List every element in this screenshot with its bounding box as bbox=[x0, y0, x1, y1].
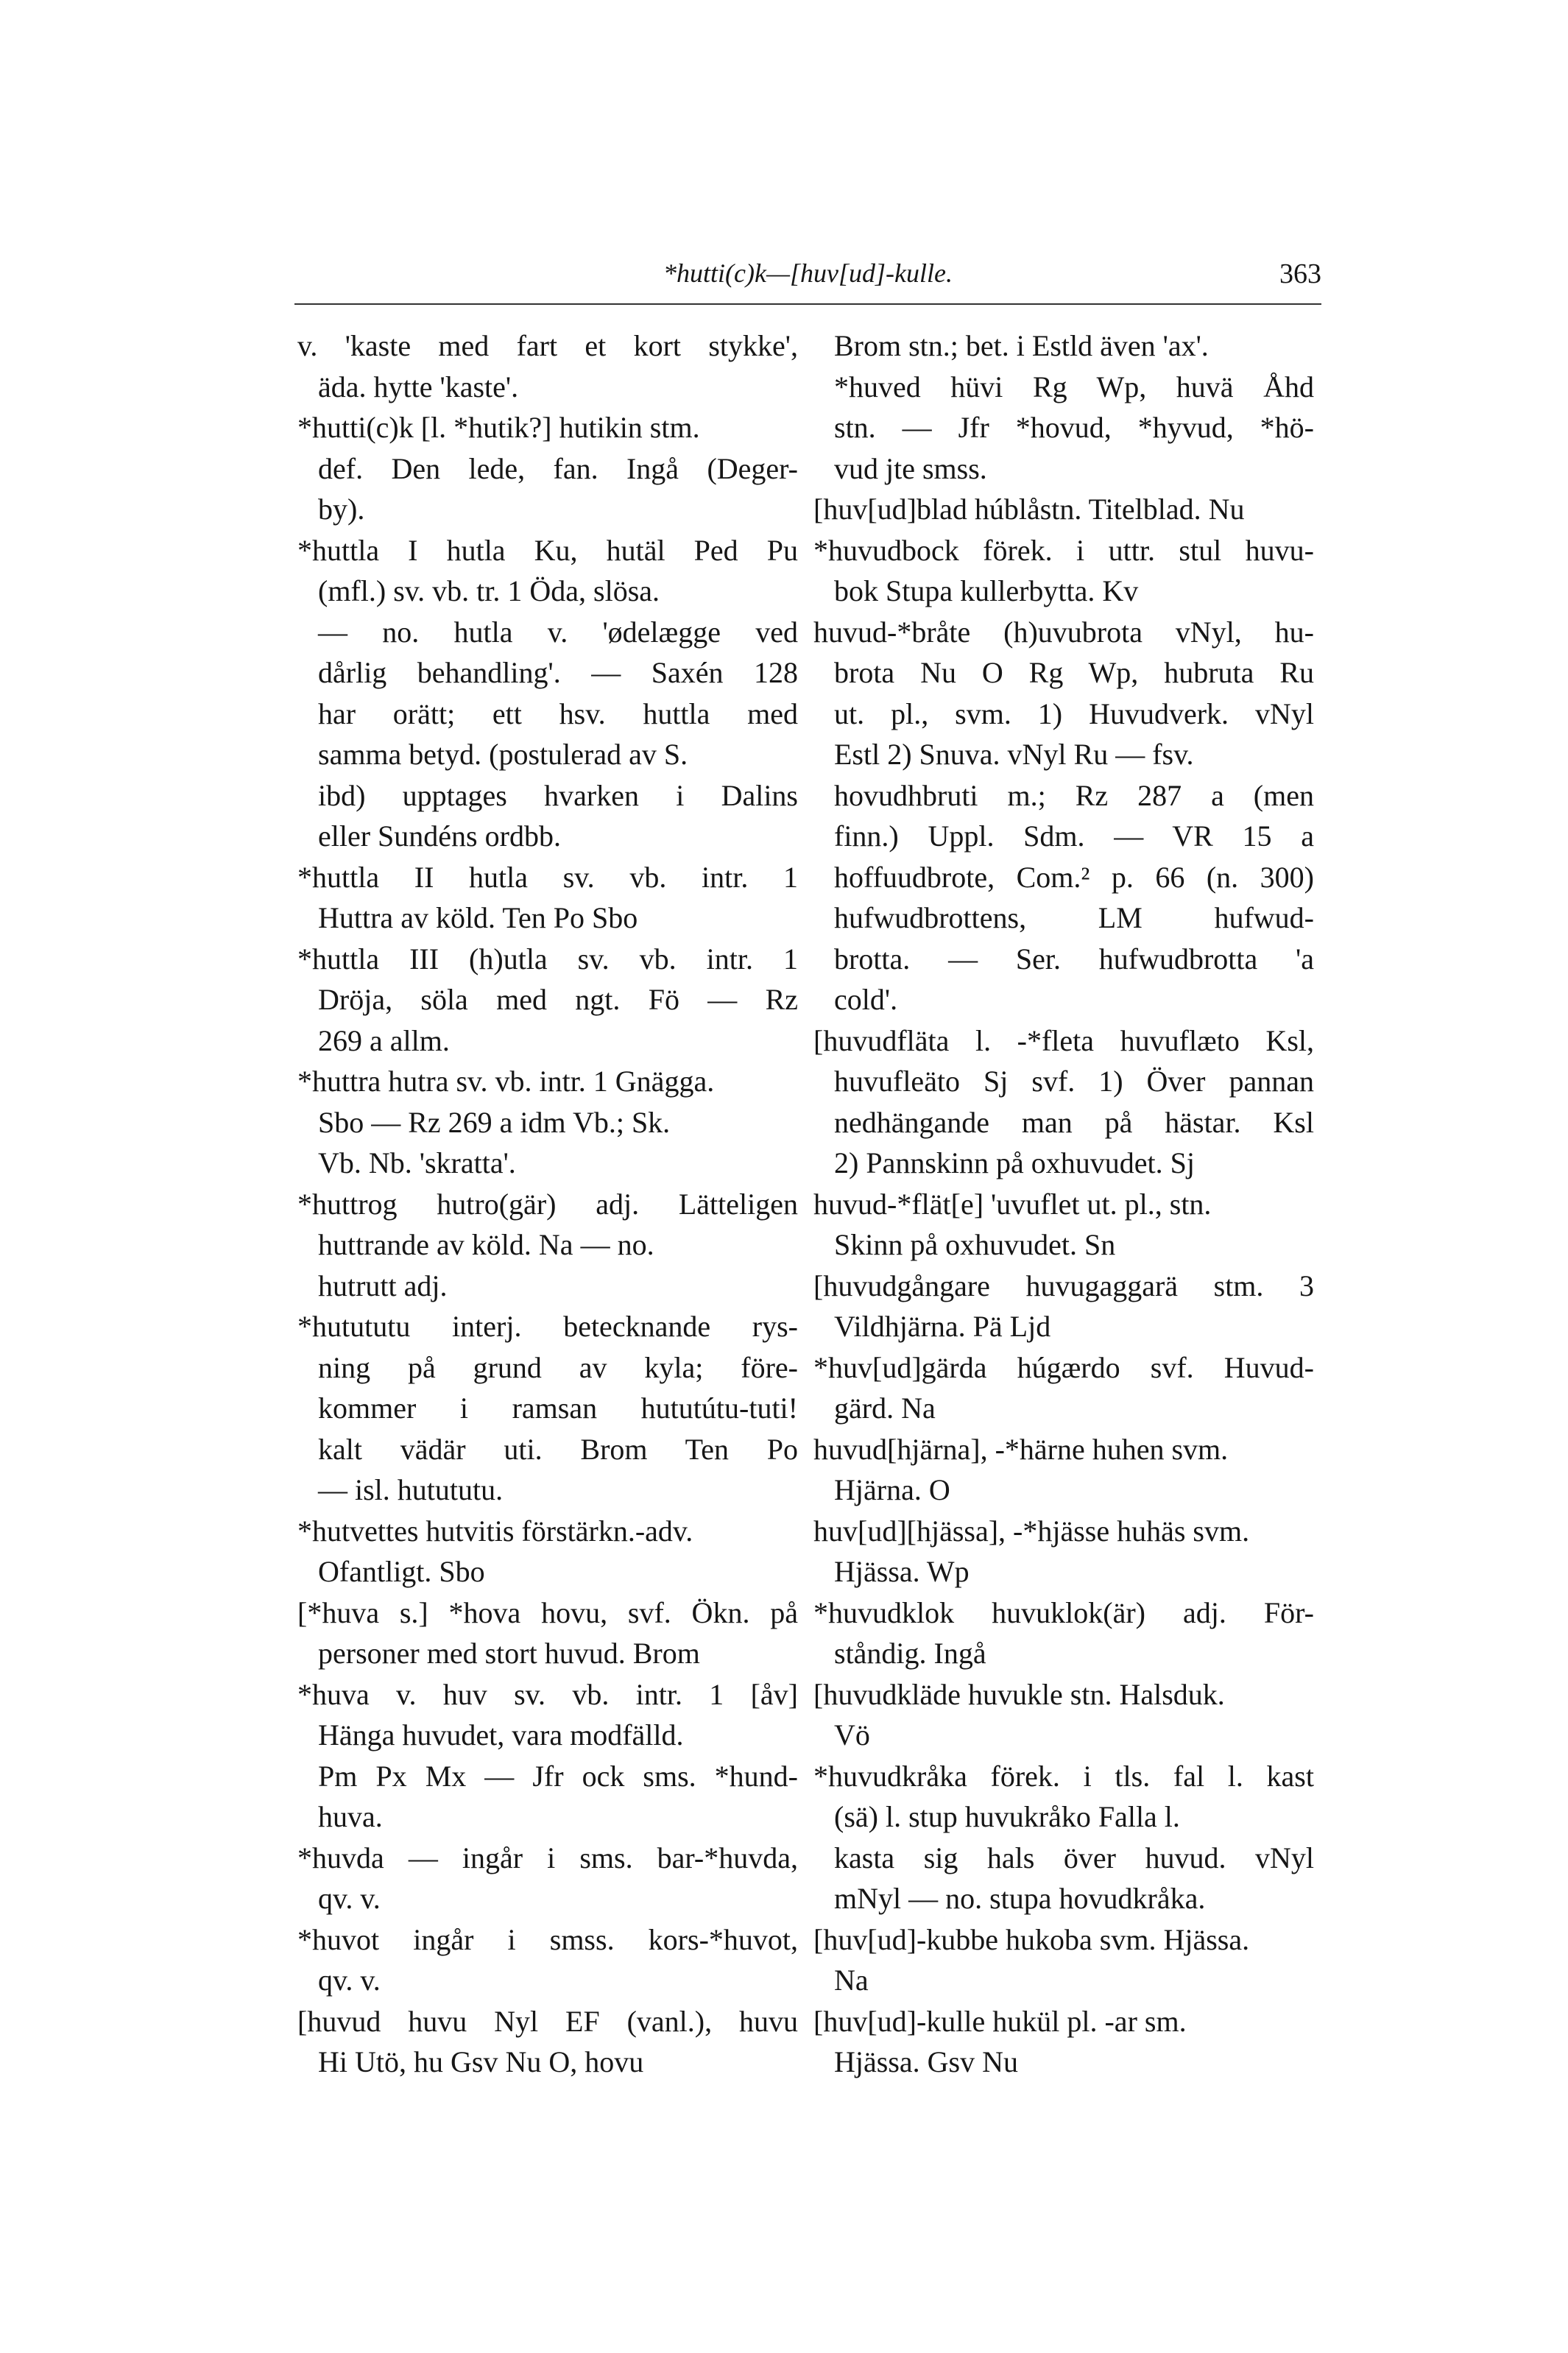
text-line: huvud-*bråte (h)uvubrota vNyl, hu- bbox=[813, 615, 1314, 649]
text-line: 269 a allm. bbox=[318, 1023, 450, 1057]
text-line: hovudhbruti m.; Rz 287 a (men bbox=[834, 778, 1314, 812]
text-line: *huttla I hutla Ku, hutäl Ped Pu bbox=[297, 533, 798, 567]
text-line: qv. v. bbox=[318, 1964, 381, 1997]
text-line: [huvudgångare huvugaggarä stm. 3 bbox=[813, 1269, 1314, 1302]
text-line: Brom stn.; bet. i Estld även 'ax'. bbox=[834, 329, 1209, 362]
text-line: [*huva s.] *hova hovu, svf. Ökn. på bbox=[297, 1595, 798, 1629]
text-line: *huvudbock förek. i uttr. stul huvu- bbox=[813, 533, 1314, 567]
text-line: Sbo — Rz 269 a idm Vb.; Sk. bbox=[318, 1105, 671, 1139]
text-line: huvufleäto Sj svf. 1) Över pannan bbox=[834, 1065, 1314, 1098]
text-line: *huv[ud]gärda húgærdo svf. Huvud- bbox=[813, 1350, 1314, 1384]
text-line: huvud[hjärna], -*härne huhen svm. bbox=[813, 1432, 1229, 1466]
text-line: *hutti(c)k [l. *hutik?] hutikin stm. bbox=[297, 411, 700, 444]
text-line: hoffuudbrote, Com.² p. 66 (n. 300) bbox=[834, 860, 1314, 894]
text-line: Hänga huvudet, vara modfälld. bbox=[318, 1718, 684, 1751]
text-line: *huved hüvi Rg Wp, huvä Åhd bbox=[834, 370, 1314, 403]
text-line: Na bbox=[834, 1964, 869, 1997]
right-column bbox=[813, 325, 1314, 2083]
text-line: Huttra av köld. Ten Po Sbo bbox=[318, 901, 638, 934]
text-line: [huv[ud]-kulle hukül pl. -ar sm. bbox=[813, 2004, 1187, 2038]
text-line: — no. hutla v. 'ødelægge ved bbox=[318, 615, 798, 649]
text-line: mNyl — no. stupa hovudkråka. bbox=[834, 1882, 1206, 1915]
text-line: huv[ud][hjässa], -*hjässe huhäs svm. bbox=[813, 1514, 1250, 1548]
text-line: [huvudkläde huvukle stn. Halsduk. bbox=[813, 1677, 1225, 1711]
header-rule bbox=[294, 303, 1321, 305]
text-line: def. Den lede, fan. Ingå (Deger- bbox=[318, 451, 798, 485]
text-line: — isl. hutututu. bbox=[318, 1473, 504, 1506]
text-line: *hutututu interj. betecknande rys- bbox=[297, 1310, 798, 1343]
text-line: [huvudfläta l. -*fleta huvuflæto Ksl, bbox=[813, 1023, 1314, 1057]
text-line: Vildhjärna. Pä Ljd bbox=[834, 1310, 1051, 1343]
text-line: *huttla II hutla sv. vb. intr. 1 bbox=[297, 860, 798, 894]
text-line: qv. v. bbox=[318, 1882, 381, 1915]
text-line: ibd) upptages hvarken i Dalins bbox=[318, 778, 798, 812]
text-line: Hjässa. Wp bbox=[834, 1555, 970, 1588]
text-line: har orätt; ett hsv. huttla med bbox=[318, 696, 798, 730]
text-line: kommer i ramsan hututútu-tuti! bbox=[318, 1391, 798, 1425]
text-line: Skinn på oxhuvudet. Sn bbox=[834, 1228, 1116, 1261]
text-line: dårlig behandling'. — Saxén 128 bbox=[318, 656, 798, 689]
left-column bbox=[297, 325, 798, 2083]
text-line: Vb. Nb. 'skratta'. bbox=[318, 1146, 516, 1179]
text-line: *huvudklok huvuklok(är) adj. För- bbox=[813, 1595, 1314, 1629]
running-title: *hutti(c)k—[huv[ud]-kulle. bbox=[663, 258, 953, 288]
page-header bbox=[294, 258, 1321, 294]
text-line: huvud-*flät[e] 'uvuflet ut. pl., stn. bbox=[813, 1187, 1212, 1221]
text-line: Estl 2) Snuva. vNyl Ru — fsv. bbox=[834, 738, 1194, 771]
text-line: by). bbox=[318, 493, 365, 526]
text-line: gärd. Na bbox=[834, 1391, 936, 1425]
text-line: hufwudbrottens, LM hufwud- bbox=[834, 901, 1314, 934]
text-line: personer med stort huvud. Brom bbox=[318, 1637, 700, 1670]
text-line: v. 'kaste med fart et kort stykke', bbox=[297, 329, 798, 362]
text-line: *huttra hutra sv. vb. intr. 1 Gnägga. bbox=[297, 1065, 715, 1098]
text-line: ning på grund av kyla; före- bbox=[318, 1350, 798, 1384]
text-line: Hi Utö, hu Gsv Nu O, hovu bbox=[318, 2045, 644, 2078]
text-line: vud jte smss. bbox=[834, 451, 987, 485]
text-line: ståndig. Ingå bbox=[834, 1637, 986, 1670]
text-line: kalt vädär uti. Brom Ten Po bbox=[318, 1432, 798, 1466]
text-line: Ofantligt. Sbo bbox=[318, 1555, 485, 1588]
page-number: 363 bbox=[1279, 258, 1321, 289]
text-line: [huv[ud]-kubbe hukoba svm. Hjässa. bbox=[813, 1922, 1250, 1956]
text-line: Vö bbox=[834, 1718, 870, 1751]
text-line: hutrutt adj. bbox=[318, 1269, 448, 1302]
text-line: 2) Pannskinn på oxhuvudet. Sj bbox=[834, 1146, 1195, 1179]
text-line: *huttla III (h)utla sv. vb. intr. 1 bbox=[297, 942, 798, 976]
text-line: *hutvettes hutvitis förstärkn.-adv. bbox=[297, 1514, 693, 1548]
text-line: finn.) Uppl. Sdm. — VR 15 a bbox=[834, 819, 1314, 853]
text-line: cold'. bbox=[834, 983, 898, 1016]
text-line: ut. pl., svm. 1) Huvudverk. vNyl bbox=[834, 696, 1314, 730]
text-line: Pm Px Mx — Jfr ock sms. *hund- bbox=[318, 1759, 798, 1793]
text-line: kasta sig hals över huvud. vNyl bbox=[834, 1841, 1314, 1874]
text-line: *huvot ingår i smss. kors-*huvot, bbox=[297, 1922, 798, 1956]
text-line: brotta. — Ser. hufwudbrotta 'a bbox=[834, 942, 1314, 976]
text-line: (mfl.) sv. vb. tr. 1 Öda, slösa. bbox=[318, 574, 660, 607]
text-line: Hjärna. O bbox=[834, 1473, 950, 1506]
text-line: Dröja, söla med ngt. Fö — Rz bbox=[318, 983, 798, 1016]
text-line: (sä) l. stup huvukråko Falla l. bbox=[834, 1800, 1180, 1833]
text-line: [huv[ud]blad húblåstn. Titelblad. Nu bbox=[813, 493, 1245, 526]
text-line: äda. hytte 'kaste'. bbox=[318, 370, 519, 403]
text-line: *huva v. huv sv. vb. intr. 1 [åv] bbox=[297, 1677, 798, 1711]
text-line: *huvda — ingår i sms. bar-*huvda, bbox=[297, 1841, 798, 1874]
text-line: *huttrog hutro(gär) adj. Lätteligen bbox=[297, 1187, 798, 1221]
text-line: huttrande av köld. Na — no. bbox=[318, 1228, 654, 1261]
text-line: huva. bbox=[318, 1800, 383, 1833]
text-line: eller Sundéns ordbb. bbox=[318, 819, 561, 853]
text-line: samma betyd. (postulerad av S. bbox=[318, 738, 688, 771]
text-line: [huvud huvu Nyl EF (vanl.), huvu bbox=[297, 2004, 798, 2038]
text-line: brota Nu O Rg Wp, hubruta Ru bbox=[834, 656, 1314, 689]
text-line: nedhängande man på hästar. Ksl bbox=[834, 1105, 1314, 1139]
text-line: bok Stupa kullerbytta. Kv bbox=[834, 574, 1139, 607]
text-line: stn. — Jfr *hovud, *hyvud, *hö- bbox=[834, 411, 1314, 444]
text-line: Hjässa. Gsv Nu bbox=[834, 2045, 1018, 2078]
text-line: *huvudkråka förek. i tls. fal l. kast bbox=[813, 1759, 1314, 1793]
